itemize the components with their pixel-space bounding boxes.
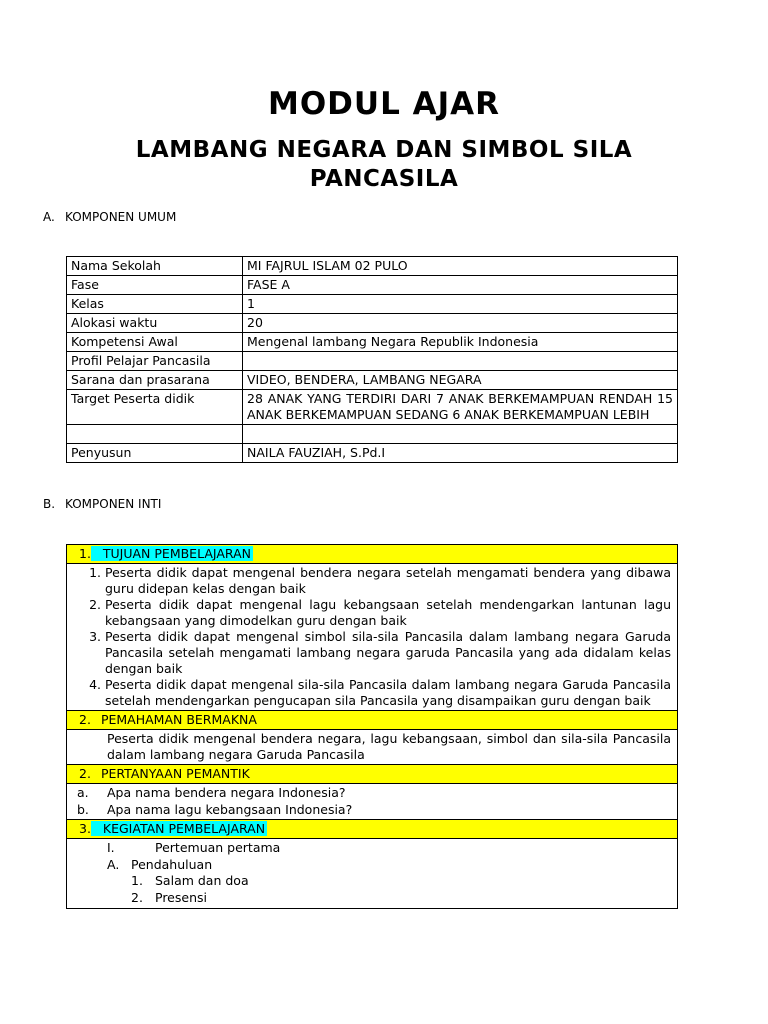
kegiatan-item-level2 <box>71 857 673 874</box>
umum-value-cell: Mengenal lambang Negara Republik Indonesia <box>243 333 678 352</box>
pertanyaan-text: Apa nama lagu kebangsaan Indonesia? <box>107 801 353 817</box>
pertanyaan-item <box>71 802 673 819</box>
section-b-label: KOMPONEN INTI <box>65 497 162 511</box>
kegiatan-text: Pendahuluan <box>131 856 213 872</box>
kegiatan-header-row <box>67 820 678 839</box>
umum-key-cell: Fase <box>67 276 243 295</box>
pemahaman-header-row <box>67 711 678 730</box>
komponen-umum-table <box>66 256 678 463</box>
umum-key-cell: Target Peserta didik <box>67 390 243 425</box>
umum-key-cell: Nama Sekolah <box>67 257 243 276</box>
umum-row <box>67 257 678 276</box>
tujuan-header-cell <box>67 545 678 564</box>
umum-row <box>67 352 678 371</box>
umum-row <box>67 390 678 425</box>
kegiatan-marker: I. <box>107 840 115 855</box>
kegiatan-item-level1 <box>71 840 673 857</box>
tujuan-header-label <box>91 546 253 561</box>
kegiatan-header-num: 3. <box>79 821 91 836</box>
pemahaman-text-row <box>67 730 678 765</box>
kegiatan-header-cell <box>67 820 678 839</box>
page-subtitle <box>60 136 708 194</box>
umum-value-cell: FASE A <box>243 276 678 295</box>
umum-key-cell <box>67 425 243 444</box>
umum-key-cell: Profil Pelajar Pancasila <box>67 352 243 371</box>
page-title: MODUL AJAR <box>267 86 501 122</box>
pertanyaan-header-row <box>67 765 678 784</box>
tujuan-header-num: 1. <box>79 546 91 561</box>
kegiatan-header-text: KEGIATAN PEMBELAJARAN <box>102 821 266 836</box>
pertanyaan-header-label: PERTANYAAN PEMANTIK <box>100 766 250 781</box>
umum-row <box>67 425 678 444</box>
kegiatan-marker: 1. <box>131 873 143 888</box>
tujuan-item: 4. Peserta didik dapat mengenal sila-sila Pancasila dalam lambang negara Garuda Pancasila setelah mendengarkan pengucapan sila Pancasila yang disampaikan guru dengan baik <box>105 677 671 709</box>
kegiatan-text: Presensi <box>155 889 207 905</box>
tujuan-items-cell <box>67 564 678 711</box>
tujuan-header-text: TUJUAN PEMBELAJARAN <box>102 546 251 561</box>
umum-value-cell: 28 ANAK YANG TERDIRI DARI 7 ANAK BERKEMAMPUAN RENDAH 15 ANAK BERKEMAMPUAN SEDANG 6 ANAK BERKEMAMPUAN LEBIH <box>243 390 678 425</box>
umum-value-cell: MI FAJRUL ISLAM 02 PULO <box>243 257 678 276</box>
pemahaman-header-label: PEMAHAMAN BERMAKNA <box>100 712 257 727</box>
pemahaman-text-cell <box>67 730 678 765</box>
section-a-marker: A. <box>43 210 55 224</box>
pemahaman-header-cell <box>67 711 678 730</box>
pertanyaan-text: Apa nama bendera negara Indonesia? <box>107 785 346 800</box>
section-a-heading <box>43 210 176 224</box>
pertanyaan-items-row <box>67 784 678 820</box>
pertanyaan-items-cell <box>67 784 678 820</box>
pertanyaan-header-cell <box>67 765 678 784</box>
kegiatan-marker: A. <box>107 856 120 872</box>
kegiatan-text: Salam dan doa <box>155 873 249 888</box>
umum-key-cell: Penyusun <box>67 444 243 463</box>
kegiatan-items-cell <box>67 839 678 909</box>
kegiatan-item-level3 <box>71 873 673 890</box>
pertanyaan-item <box>71 785 673 802</box>
umum-key-cell: Kelas <box>67 295 243 314</box>
pertanyaan-marker: b. <box>77 801 89 817</box>
tujuan-item: 2. Peserta didik dapat mengenal lagu kebangsaan setelah mendengarkan lantunan lagu kebangsaan yang dimodelkan guru dengan baik <box>105 597 671 629</box>
section-a-label: KOMPONEN UMUM <box>65 210 177 224</box>
section-b-marker: B. <box>43 497 56 511</box>
komponen-inti-table <box>66 544 678 909</box>
kegiatan-marker: 2. <box>131 889 143 905</box>
umum-row <box>67 371 678 390</box>
umum-row <box>67 314 678 333</box>
tujuan-items-row <box>67 564 678 711</box>
pemahaman-header-num: 2. <box>79 712 91 727</box>
pertanyaan-header-num: 2. <box>79 766 91 781</box>
tujuan-item: 1. Peserta didik dapat mengenal bendera negara setelah mengamati bendera yang dibawa guru didepan kelas dengan baik <box>105 565 671 597</box>
tujuan-list <box>71 565 671 709</box>
section-b-heading <box>43 497 161 511</box>
umum-value-cell <box>243 352 678 371</box>
umum-row <box>67 333 678 352</box>
pertanyaan-marker: a. <box>77 785 89 800</box>
kegiatan-header-label <box>91 821 267 836</box>
subtitle-line-2: PANCASILA <box>309 166 459 192</box>
kegiatan-item-level3 <box>71 890 673 907</box>
umum-key-cell: Alokasi waktu <box>67 314 243 333</box>
umum-value-cell <box>243 425 678 444</box>
umum-value-cell: NAILA FAUZIAH, S.Pd.I <box>243 444 678 463</box>
umum-value-cell: 1 <box>243 295 678 314</box>
umum-value-cell: VIDEO, BENDERA, LAMBANG NEGARA <box>243 371 678 390</box>
kegiatan-text: Pertemuan pertama <box>155 840 281 855</box>
umum-row <box>67 276 678 295</box>
umum-value-cell: 20 <box>243 314 678 333</box>
kegiatan-items-row <box>67 839 678 909</box>
umum-row <box>67 444 678 463</box>
umum-row <box>67 295 678 314</box>
subtitle-line-1: LAMBANG NEGARA DAN SIMBOL SILA <box>135 137 633 163</box>
umum-key-cell: Sarana dan prasarana <box>67 371 243 390</box>
umum-key-cell: Kompetensi Awal <box>67 333 243 352</box>
tujuan-header-row <box>67 545 678 564</box>
tujuan-item: 3. Peserta didik dapat mengenal simbol sila-sila Pancasila dalam lambang negara Garuda Pancasila setelah mengamati lambang negara garuda Pancasila yang ada didalam kelas dengan baik <box>105 629 671 677</box>
pemahaman-text: Peserta didik mengenal bendera negara, lagu kebangsaan, simbol dan sila-sila Pancasila dalam lambang negara Garuda Pancasila <box>107 731 671 762</box>
